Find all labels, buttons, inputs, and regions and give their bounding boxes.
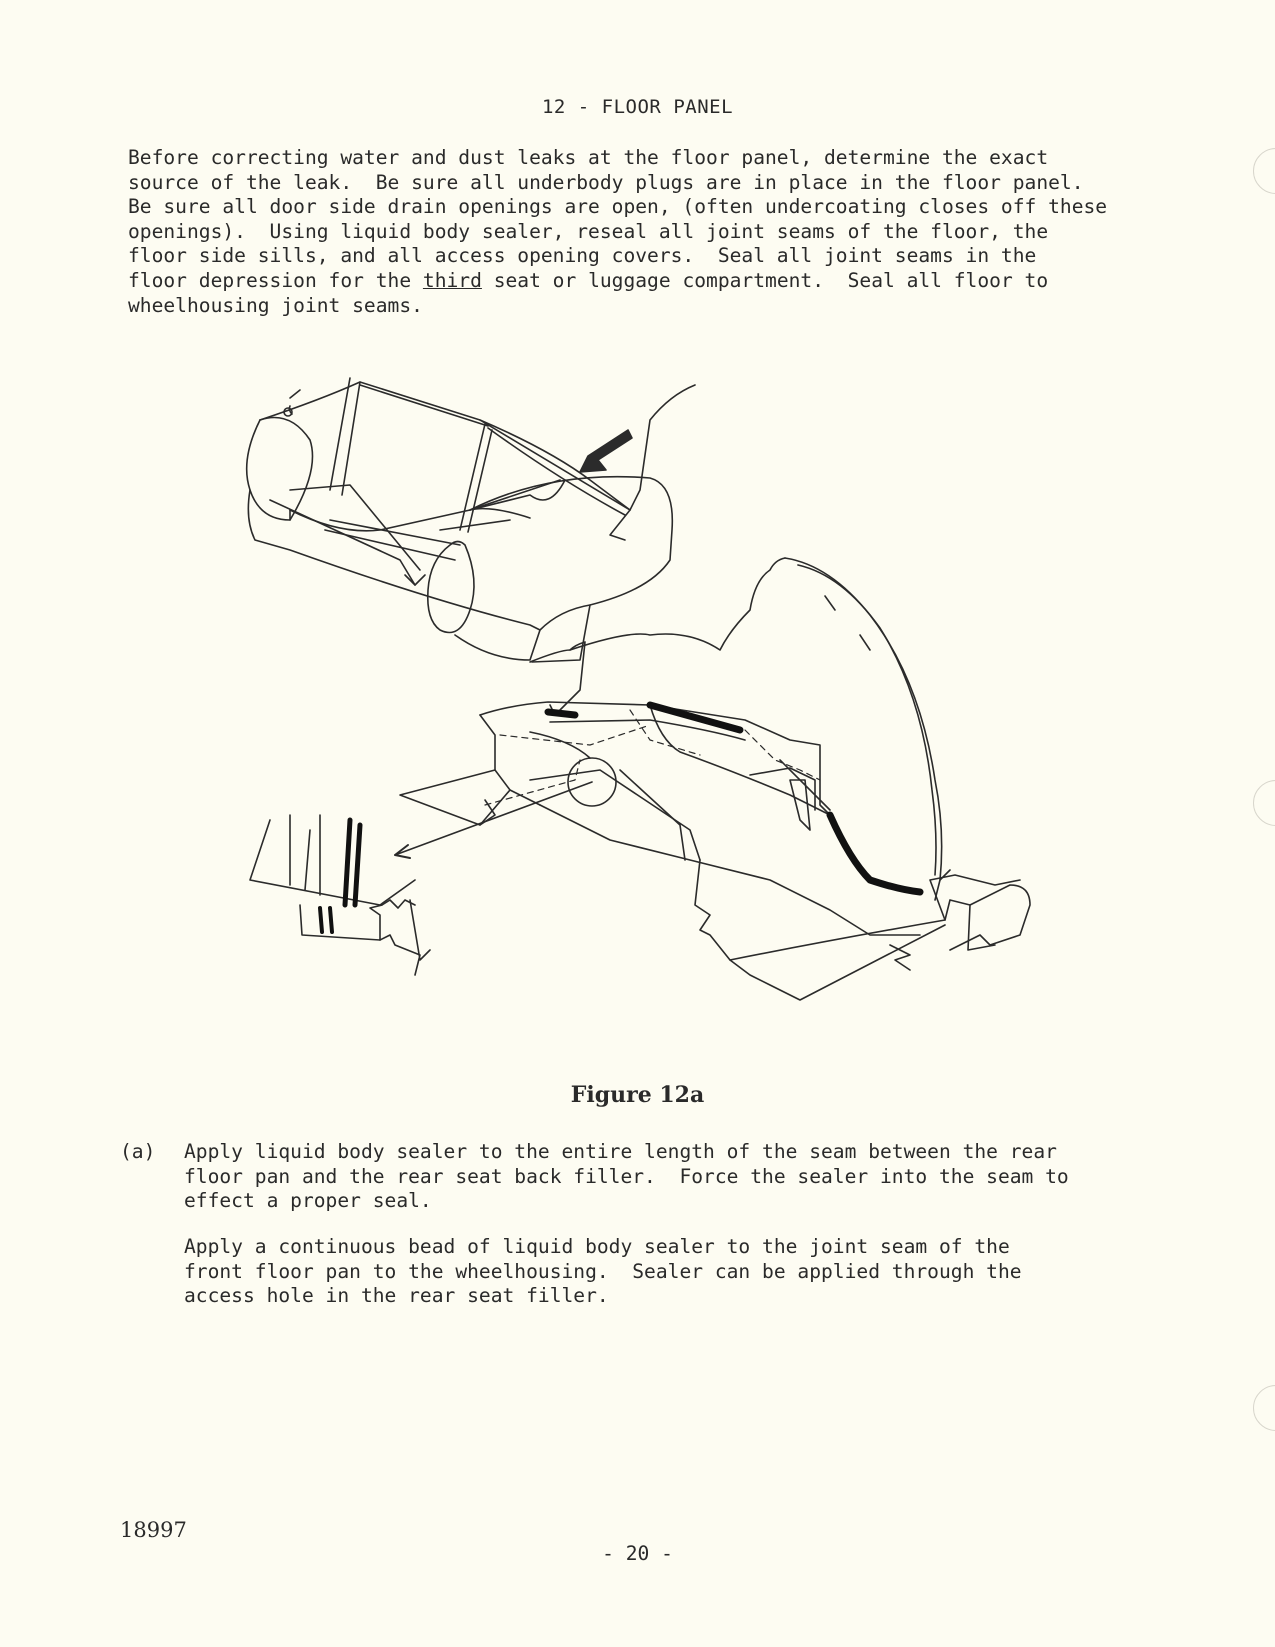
underlined-word: third [422,268,482,292]
intro-line: floor side sills, and all access opening covers. Seal all joint seams in the [128,244,1037,268]
binder-hole [1253,148,1275,194]
floor-panel-illustration [230,360,1090,1080]
binder-hole [1253,780,1275,826]
pointer-arrow-icon [580,430,632,472]
intro-line: wheelhousing joint seams. [128,293,423,317]
intro-line: Before correcting water and dust leaks at the floor panel, determine the exact [128,146,1049,169]
document-number: 18997 [120,1518,187,1542]
step-paragraph: Apply a continuous bead of liquid body sealer to the joint seam of the front floor pan to the wheelhousing. Sealer can be applied through the access hole in the rear seat filler. [184,1235,1022,1308]
wheelhousing-drawing [785,558,950,900]
figure-caption: Figure 12a [570,1082,705,1108]
section-heading: 12 - FLOOR PANEL [541,96,734,118]
intro-line: Be sure all door side drain openings are open, (often undercoating closes off these [128,195,1108,219]
step-paragraph: Apply liquid body sealer to the entire length of the seam between the rear floor pan and the rear seat back filler. Force the sealer into the seam to effect a proper seal. [184,1140,1069,1213]
intro-line-part: seat or luggage compartment. Seal all floor to [481,268,1049,292]
seam-detail-inset [250,815,430,975]
leader-line [395,782,592,855]
intro-paragraph [128,146,1168,318]
car-body-drawing [247,378,695,662]
sealer-bead-lines [548,705,920,892]
rear-seat-filler-drawing [400,702,920,935]
page-number: - 20 - [602,1542,673,1565]
hidden-seam-lines [485,710,820,805]
intro-line: source of the leak. Be sure all underbody plugs are in place in the floor panel. [128,170,1084,194]
binder-hole [1253,1385,1275,1431]
intro-line [128,269,1168,294]
intro-line-part: floor depression for the [128,268,423,292]
step-label: (a) [120,1140,156,1163]
intro-line: openings). Using liquid body sealer, reseal all joint seams of the floor, the [128,219,1049,243]
